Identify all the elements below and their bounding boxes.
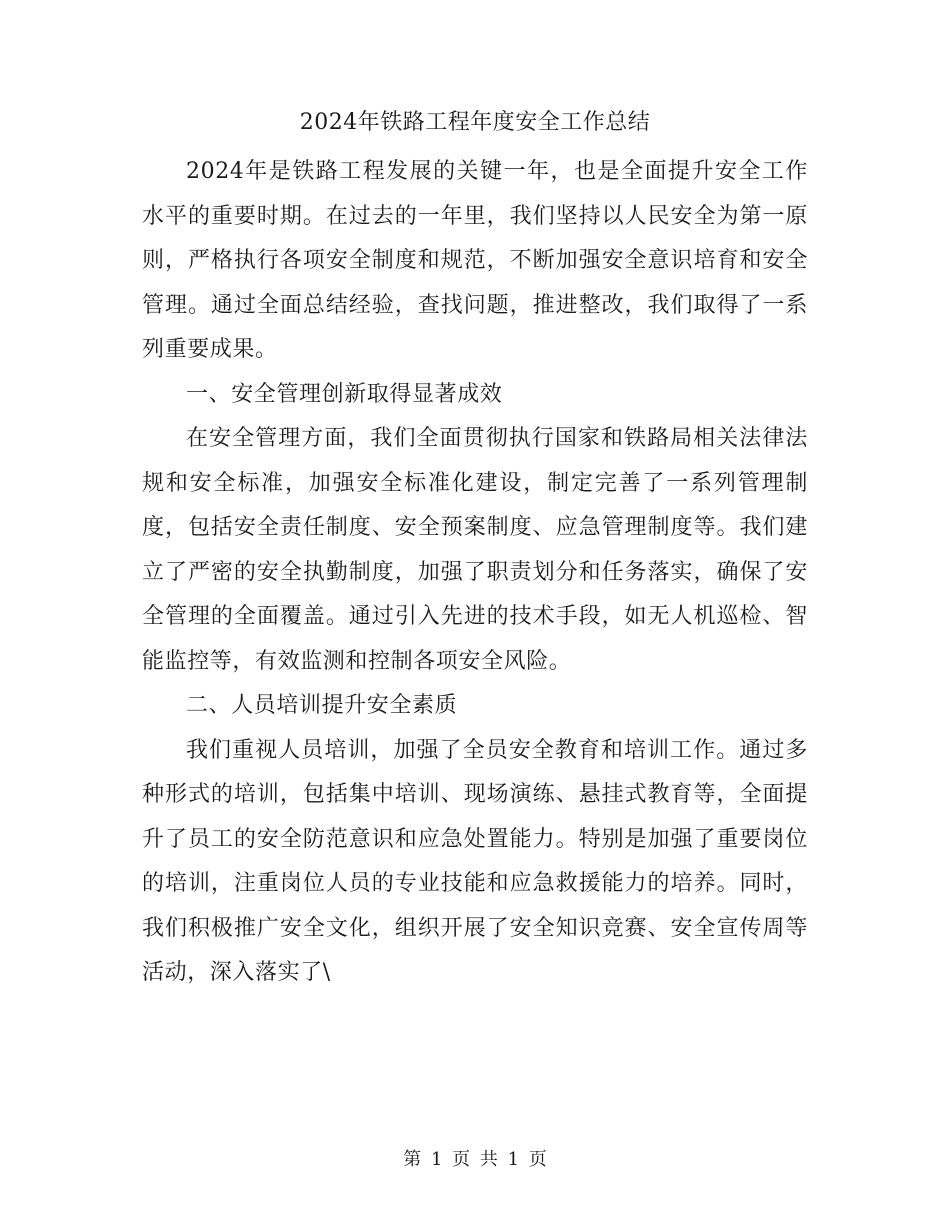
section-1-heading: 一、安全管理创新取得显著成效 — [186, 381, 503, 407]
document-body — [142, 150, 808, 996]
section-1-paragraph: 在安全管理方面，我们全面贯彻执行国家和铁路局相关法律法规和安全标准，加强安全标准化建设，制定完善了一系列管理制度，包括安全责任制度、安全预案制度、应急管理制度等。我们建立了严密的安全执勤制度，加强了职责划分和任务落实，确保了安全管理的全面覆盖。通过引入先进的技术手段，如无人机巡检、智能监控等，有效监测和控制各项安全风险。 — [142, 426, 808, 674]
page-footer: 第 1 页 共 1 页 — [403, 1149, 547, 1170]
document-title: 2024年铁路工程年度安全工作总结 — [299, 110, 651, 135]
section-2-paragraph: 我们重视人员培训，加强了全员安全教育和培训工作。通过多种形式的培训，包括集中培训、现场演练、悬挂式教育等，全面提升了员工的安全防范意识和应急处置能力。特别是加强了重要岗位的培训，注重岗位人员的专业技能和应急救援能力的培养。同时，我们积极推广安全文化，组织开展了安全知识竞赛、安全宣传周等活动，深入落实了\ — [142, 737, 808, 985]
section-2-heading: 二、人员培训提升安全素质 — [186, 693, 458, 718]
intro-paragraph: 2024年是铁路工程发展的关键一年，也是全面提升安全工作水平的重要时期。在过去的一年里，我们坚持以人民安全为第一原则，严格执行各项安全制度和规范，不断加强安全意识培育和安全管理。通过全面总结经验，查找问题，推进整改，我们取得了一系列重要成果。 — [142, 159, 808, 362]
